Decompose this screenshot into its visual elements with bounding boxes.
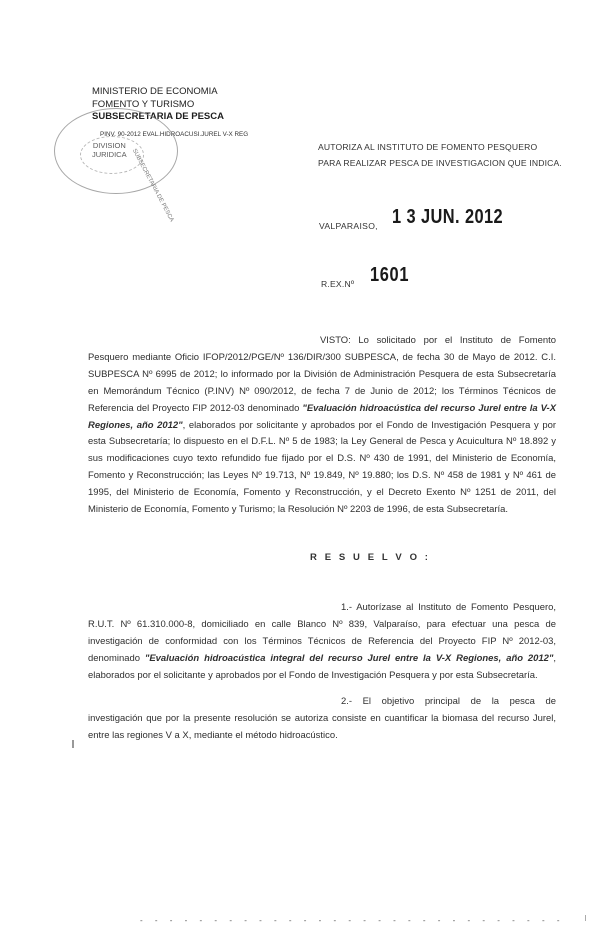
margin-mark [585, 915, 586, 921]
stamp-ring-text: SUBSECRETARIA DE PESCA [130, 148, 175, 224]
ministry-line: MINISTERIO DE ECONOMIA [92, 86, 218, 97]
ministry-line: SUBSECRETARIA DE PESCA [92, 111, 224, 122]
visto-project-name: "Evaluación hidroacústica del recurso Jurel entre la V-X Regiones, año 2012" [88, 402, 556, 431]
resuelvo-heading: R E S U E L V O : [310, 552, 431, 563]
title-line: AUTORIZA AL INSTITUTO DE FOMENTO PESQUERO [318, 142, 538, 152]
item-text: 2.- El objetivo principal de la pesca de investigación que por la presente resolución se autoriza consiste en cuantificar la biomasa del recurso Jurel, entre las regiones V a X, mediante el método hidroacústico. [88, 696, 556, 741]
resolution-number: 1601 [370, 264, 410, 286]
margin-mark [72, 740, 74, 748]
item-text: 1.- Autorízase al Instituto de Fomento Pesquero, R.U.T. Nº 61.310.000-8, domiciliado en calle Blanco Nº 839, Valparaíso, para efectuar una pesca de investigación de conformidad con los Términos Técnicos de Referencia del Proyecto FIP Nº 2012-03, denominado [88, 602, 556, 664]
resolution-label: R.EX.Nº [321, 279, 355, 289]
item-project-name: "Evaluación hidroacústica integral del recurso Jurel entre la V-X Regiones, año 2012" [144, 652, 554, 664]
visto-lead: VISTO: [320, 335, 351, 346]
resolution-item-2 [88, 694, 556, 745]
place-label: VALPARAISO, [319, 221, 378, 231]
footer-dashes: - - - - - - - - - - - - - - - - - - - - - - - - - - - - - [140, 916, 565, 925]
visto-text: , elaborados por solicitante y aprobados por el Fondo de Investigación Pesquera y por esta Subsecretaría; lo dispuesto en el D.F.L. Nº 5 de 1983; la Ley General de Pesca y Acuicultura Nº 18.892 y sus modificaciones cuyo texto refundido fue fijado por el D.S. Nº 430 de 1991, del Ministerio de Economía, Fomento y Reconstrucción; las Leyes Nº 19.713, Nº 19.849, Nº 19.880; los D.S. Nº 458 de 1981 y Nº 461 de 1995, del Ministerio de Economía, Fomento y Reconstrucción, y el Decreto Exento Nº 1251 de 2011, del Ministerio de Economía, Fomento y Turismo; la Resolución Nº 2203 de 1996, de esta Subsecretaría. [88, 419, 556, 516]
title-line: PARA REALIZAR PESCA DE INVESTIGACION QUE INDICA. [318, 158, 562, 168]
visto-text: Lo solicitado por el Instituto de Fomento Pesquero mediante Oficio IFOP/2012/PGE/Nº 136/DIR/300 SUBPESCA, de fecha 30 de Mayo de 2012. C.I. SUBPESCA Nº 6995 de 2012; lo informado por la División de Administración Pesquera de esta Subsecretaría en Memorándum Técnico (P.INV) Nº 090/2012, de fecha 7 de Junio de 2012; los Términos Técnicos de Referencia del Proyecto FIP 2012-03 denominado [88, 335, 556, 414]
stamp-center-text: DIVISION JURIDICA [92, 141, 127, 159]
visto-paragraph [88, 333, 556, 519]
resolution-item-1 [88, 600, 556, 685]
ministry-line: FOMENTO Y TURISMO [92, 98, 195, 110]
reference-code: PINV. 90-2012 EVAL.HIDROACUSI.JUREL V-X REG [100, 131, 249, 138]
date-stamp: 1 3 JUN. 2012 [392, 206, 504, 228]
item-text: , elaborados por el solicitante y aprobados por el Fondo de Investigación Pesquera y por esta Subsecretaría. [88, 652, 556, 681]
document-title [318, 139, 562, 171]
